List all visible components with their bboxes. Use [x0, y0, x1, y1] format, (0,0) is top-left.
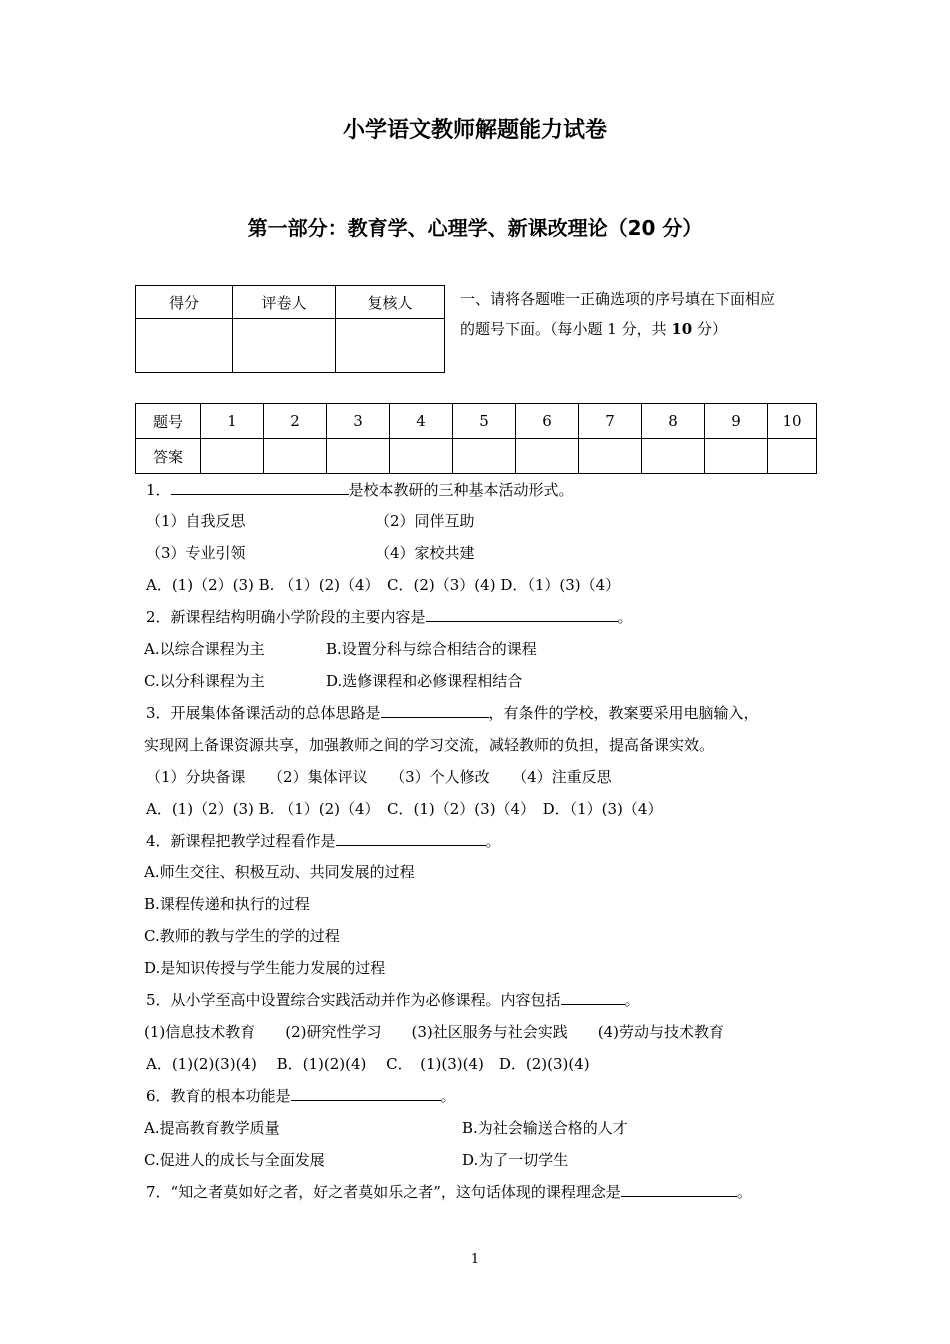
q5-options: (1)信息技术教育 (2)研究性学习 (3)社区服务与社会实践 (4)劳动与技术教育 — [144, 1023, 724, 1041]
score-table — [135, 285, 445, 373]
answer-blank[interactable] — [291, 1086, 441, 1101]
answer-cell[interactable] — [264, 439, 327, 474]
q6-option-a: A.提高教育教学质量 — [144, 1119, 280, 1137]
instruction — [460, 284, 820, 344]
answer-label: 答案 — [136, 439, 201, 474]
question-number-label: 题号 — [136, 404, 201, 439]
instruction-line-1: 一、请将各题唯一正确选项的序号填在下面相应 — [460, 290, 776, 308]
answer-cell[interactable] — [390, 439, 453, 474]
q2-option-d: D.选修课程和必修课程相结合 — [326, 672, 523, 690]
q6-option-d: D.为了一切学生 — [462, 1151, 569, 1169]
question-number: 8 — [642, 404, 705, 439]
page-title: 小学语文教师解题能力试卷 — [342, 118, 607, 143]
q1-option-3: （3）专业引领 — [146, 544, 246, 562]
q5-choices: A．(1)(2)(3)(4) B．(1)(2)(4) C． (1)(3)(4) D．(2)(3)(4) — [146, 1055, 590, 1073]
question-6: 6．教育的根本功能是 。 — [146, 1087, 456, 1105]
answer-cell[interactable] — [327, 439, 390, 474]
answer-blank[interactable] — [561, 990, 625, 1005]
q2-option-a: A.以综合课程为主 — [144, 640, 265, 658]
q6-option-b: B.为社会输送合格的人才 — [462, 1119, 628, 1137]
grader-header: 评卷人 — [233, 286, 336, 319]
score-header: 得分 — [136, 286, 233, 319]
q1-option-2: （2）同伴互助 — [375, 512, 475, 530]
q4-option-d: D.是知识传授与学生能力发展的过程 — [144, 959, 386, 977]
answer-cell[interactable] — [642, 439, 705, 474]
q4-option-c: C.教师的教与学生的学的过程 — [144, 927, 340, 945]
answer-cell[interactable] — [453, 439, 516, 474]
answer-cell[interactable] — [516, 439, 579, 474]
reviewer-header: 复核人 — [336, 286, 445, 319]
reviewer-cell[interactable] — [336, 319, 445, 373]
question-number: 4 — [390, 404, 453, 439]
answer-blank[interactable] — [621, 1182, 737, 1197]
question-number: 2 — [264, 404, 327, 439]
answer-table — [135, 403, 817, 474]
question-7: 7．“知之者莫如好之者，好之者莫如乐之者”，这句话体现的课程理念是 。 — [146, 1183, 752, 1201]
answer-cell[interactable] — [201, 439, 264, 474]
answer-cell[interactable] — [579, 439, 642, 474]
q2-option-c: C.以分科课程为主 — [144, 672, 265, 690]
question-number: 7 — [579, 404, 642, 439]
question-5: 5．从小学至高中设置综合实践活动并作为必修课程。内容包括 。 — [146, 991, 640, 1009]
grader-cell[interactable] — [233, 319, 336, 373]
answer-cell[interactable] — [705, 439, 768, 474]
answer-blank[interactable] — [171, 480, 349, 495]
answer-blank[interactable] — [336, 831, 486, 846]
question-number: 10 — [768, 404, 817, 439]
page-number: 1 — [470, 1252, 480, 1267]
instruction-line-2: 的题号下面。（每小题 1 分，共 10 分） — [460, 320, 728, 338]
q4-option-b: B.课程传递和执行的过程 — [144, 895, 310, 913]
answer-cell[interactable] — [768, 439, 817, 474]
question-number: 5 — [453, 404, 516, 439]
question-3: 3．开展集体备课活动的总体思路是 ，有条件的学校，教案要采用电脑输入， — [146, 704, 759, 722]
q4-option-a: A.师生交往、积极互动、共同发展的过程 — [144, 863, 415, 881]
question-number: 6 — [516, 404, 579, 439]
question-3-line-2: 实现网上备课资源共享，加强教师之间的学习交流，减轻教师的负担，提高备课实效。 — [144, 736, 715, 754]
q1-option-4: （4）家校共建 — [375, 544, 475, 562]
q2-option-b: B.设置分科与综合相结合的课程 — [326, 640, 537, 658]
q6-option-c: C.促进人的成长与全面发展 — [144, 1151, 325, 1169]
question-2: 2．新课程结构明确小学阶段的主要内容是 。 — [146, 608, 633, 626]
question-4: 4．新课程把教学过程看作是 。 — [146, 832, 501, 850]
question-number: 1 — [201, 404, 264, 439]
question-number: 9 — [705, 404, 768, 439]
score-cell[interactable] — [136, 319, 233, 373]
section-subtitle: 第一部分：教育学、心理学、新课改理论（20 分） — [247, 216, 703, 240]
q1-option-1: （1）自我反思 — [146, 512, 246, 530]
question-1: 1． 是校本教研的三种基本活动形式。 — [146, 481, 574, 499]
q3-options: （1）分块备课 （2）集体评议 （3）个人修改 （4）注重反思 — [146, 768, 612, 786]
answer-blank[interactable] — [381, 703, 489, 718]
q1-choices: A．(1)（2）(3) B. （1）(2)（4） C．(2)（3）(4) D．（1）(3)（4） — [146, 576, 621, 594]
q3-choices: A．(1)（2）(3) B. （1）(2)（4） C．(1)（2）(3)（4） D．（1）(3)（4） — [146, 800, 663, 818]
answer-blank[interactable] — [426, 607, 618, 622]
question-number: 3 — [327, 404, 390, 439]
